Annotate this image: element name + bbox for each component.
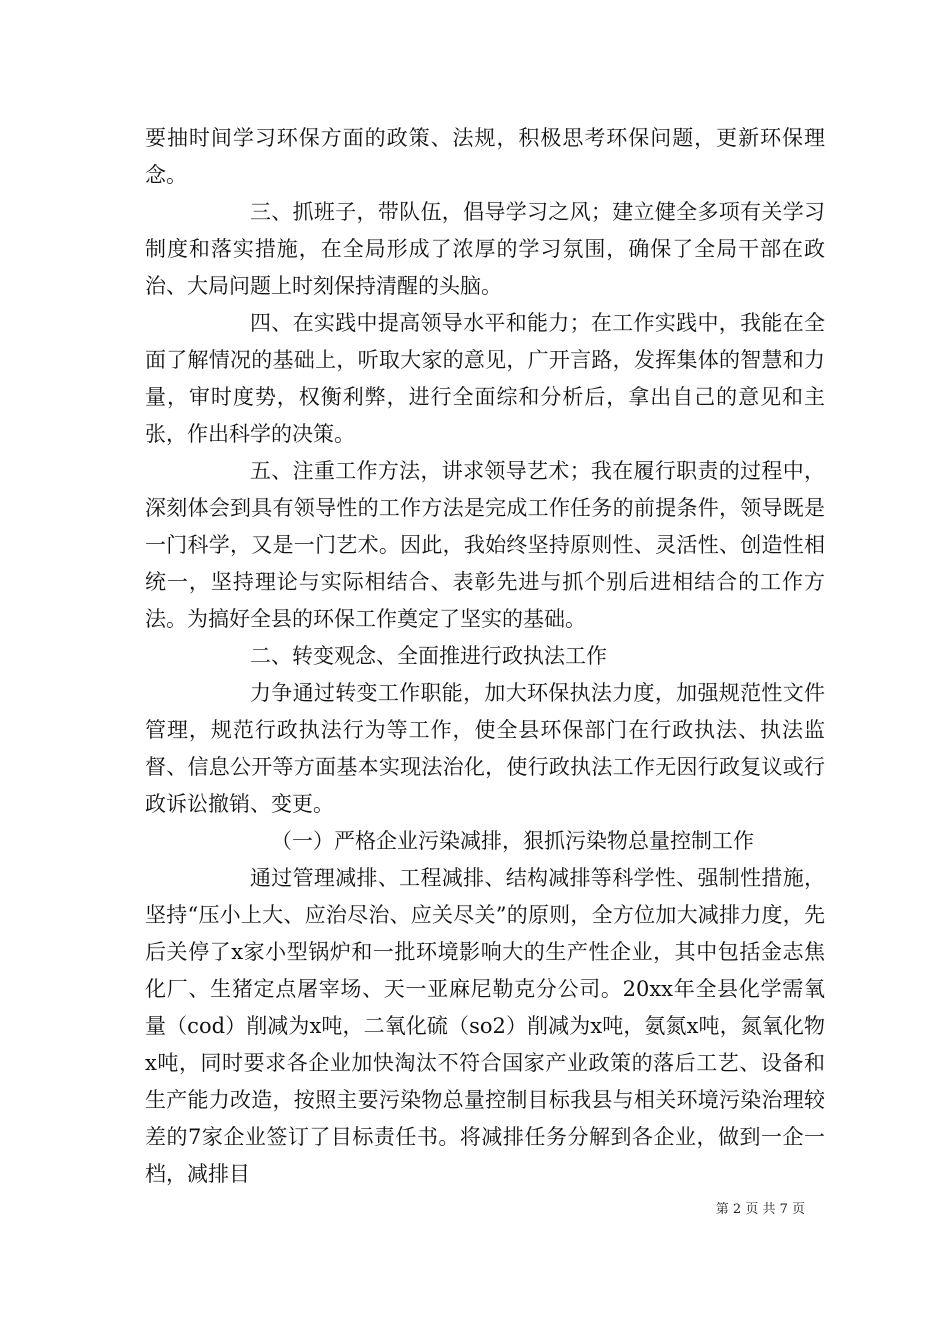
paragraph-emission-reduction: 通过管理减排、工程减排、结构减排等科学性、强制性措施，坚持“压小上大、应治尽治、应关尽关”的原则，全方位加大减排力度，先后关停了x家小型锅炉和一批环境影响大的生产性企业，其中包括金志焦化厂、生猪定点屠宰场、天一亚麻尼勒克分公司。20xx年全县化学需氧量（cod）削减为x吨，二氧化硫（so2）削减为x吨，氨氮x吨，氮氧化物x吨，同时要求各企业加快淘汰不符合国家产业政策的落后工艺、设备和生产能力改造，按照主要污染物总量控制目标我县与相关环境污染治理较差的7家企业签订了目标责任书。将减排任务分解到各企业，做到一企一档，减排目 [145,866,825,1186]
paragraph-item-five: 五、注重工作方法，讲求领导艺术；我在履行职责的过程中，深刻体会到具有领导性的工作方法是完成工作任务的前提条件，领导既是一门科学，又是一门艺术。因此，我始终坚持原则性、灵活性、创造性相统一，坚持理论与实际相结合、表彰先进与抓个别后进相结合的工作方法。为搞好全县的环保工作奠定了坚实的基础。 [145,459,825,631]
paragraph-item-four: 四、在实践中提高领导水平和能力；在工作实践中，我能在全面了解情况的基础上，听取大家的意见，广开言路，发挥集体的智慧和力量，审时度势，权衡利弊，进行全面综和分析后，拿出自己的意见和主张，作出科学的决策。 [145,311,825,446]
paragraph-continuation: 要抽时间学习环保方面的政策、法规，积极思考环保问题，更新环保理念。 [145,126,825,187]
paragraph-item-three: 三、抓班子，带队伍，倡导学习之风；建立健全多项有关学习制度和落实措施，在全局形成了浓厚的学习氛围，确保了全局干部在政治、大局问题上时刻保持清醒的头脑。 [145,200,825,298]
section-heading: 二、转变观念、全面推进行政执法工作 [250,644,607,668]
subsection-heading: （一）严格企业污染减排，狠抓污染物总量控制工作 [271,829,754,853]
paragraph-section-intro: 力争通过转变工作职能，加大环保执法力度，加强规范性文件管理，规范行政执法行为等工作，使全县环保部门在行政执法、执法监督、信息公开等方面基本实现法治化，使行政执法工作无因行政复议或行政诉讼撤销、变更。 [145,681,825,816]
page-number: 第 2 页 共 7 页 [715,1202,805,1217]
document-body [145,120,825,1193]
